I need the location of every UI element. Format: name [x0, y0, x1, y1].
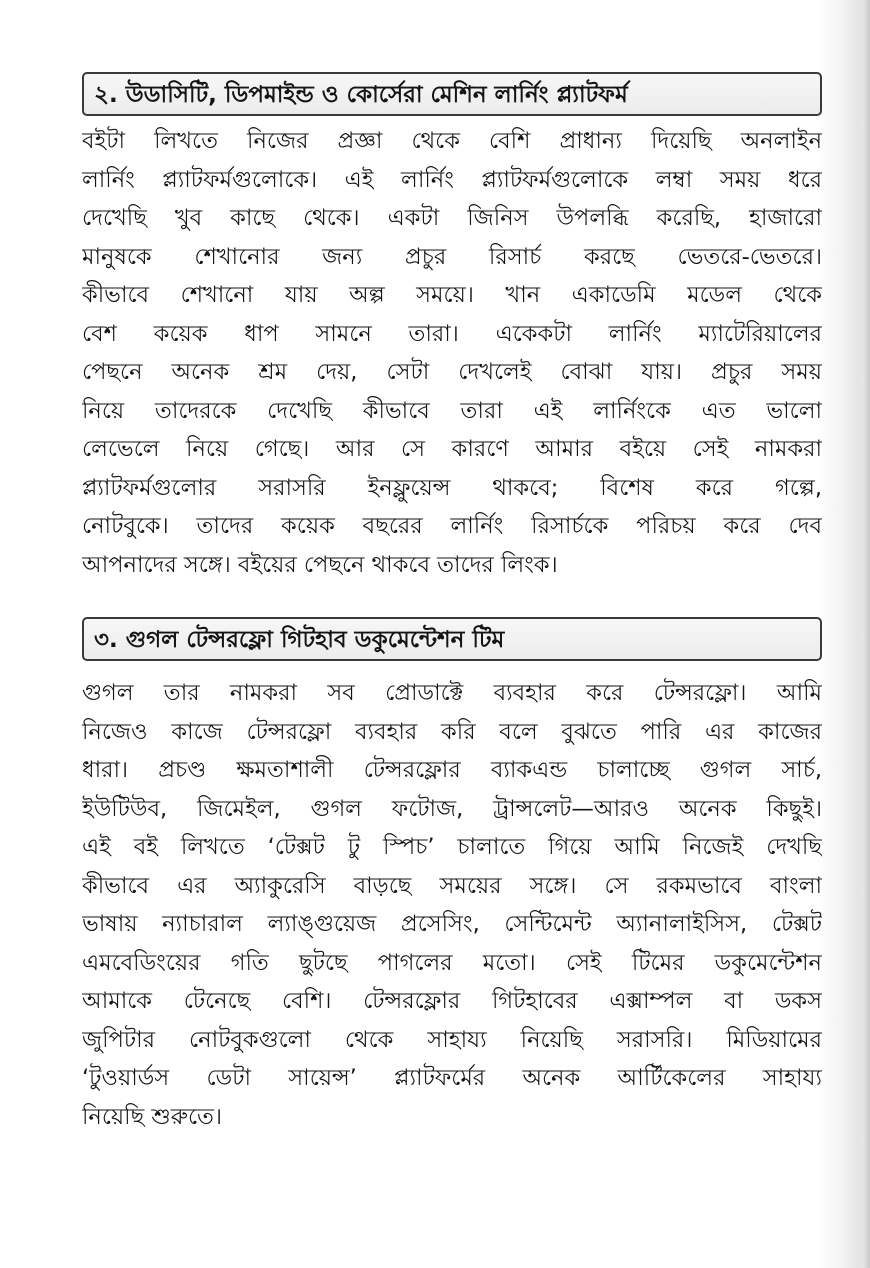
- paragraph-line: লার্নিং প্ল্যাটফর্মগুলোকে। এই লার্নিং প্ল্যাটফর্মগুলোকে লম্বা সময় ধরে: [82, 166, 822, 193]
- paragraph-line: বইটা লিখতে নিজের প্রজ্ঞা থেকে বেশি প্রাধান্য দিয়েছি অনলাইন: [82, 128, 822, 154]
- section-heading-3: [82, 617, 822, 661]
- paragraph-line: নোটবুকে। তাদের কয়েক বছরের লার্নিং রিসার্চকে পরিচয় করে দেব: [82, 513, 822, 539]
- page-binding-shadow: [852, 0, 870, 1268]
- section-heading-3-text: ৩. গুগল টেন্সরফ্লো গিটহাব ডকুমেন্টেশন টিম: [94, 627, 505, 653]
- paragraph-line: গুগল তার নামকরা সব প্রোডাক্টে ব্যবহার করে টেন্সরফ্লো। আমি: [82, 680, 822, 706]
- paragraph-line: নিয়ে তাদেরকে দেখেছি কীভাবে তারা এই লার্নিংকে এত ভালো: [82, 397, 822, 424]
- paragraph-line: জুপিটার নোটবুকগুলো থেকে সাহায্য নিয়েছি সরাসরি। মিডিয়ামের: [82, 1026, 822, 1053]
- paragraph-line: কীভাবে এর অ্যাকুরেসি বাড়ছে সময়ের সঙ্গে। সে রকমভাবে বাংলা: [82, 872, 822, 899]
- paragraph-line: বেশ কয়েক ধাপ সামনে তারা। একেকটা লার্নিং ম্যাটেরিয়ালের: [82, 320, 822, 347]
- section-heading-2: [82, 72, 822, 116]
- paragraph-line: পেছনে অনেক শ্রম দেয়, সেটা দেখলেই বোঝা যায়। প্রচুর সময়: [82, 359, 822, 385]
- paragraph-line: ভাষায় ন্যাচারাল ল্যাঙ্গুয়েজ প্রসেসিং, সেন্টিমেন্ট অ্যানালাইসিস, টেক্সট: [82, 911, 822, 937]
- section-heading-2-text: ২. উডাসিটি, ডিপমাইন্ড ও কোর্সেরা মেশিন লার্নিং প্ল্যাটফর্ম: [94, 82, 628, 108]
- section-3-paragraph: [82, 674, 822, 1136]
- section-2-paragraph: [82, 122, 822, 584]
- paragraph-line: ‘টুওয়ার্ডস ডেটা সায়েন্স’ প্ল্যাটফর্মের অনেক আর্টিকেলের সাহায্য: [82, 1065, 822, 1091]
- paragraph-line: ইউটিউব, জিমেইল, গুগল ফটোজ, ট্রান্সলেট—আরও অনেক কিছুই।: [82, 795, 822, 822]
- paragraph-line: নিজেও কাজে টেন্সরফ্লো ব্যবহার করি বলে বুঝতে পারি এর কাজের: [82, 718, 822, 745]
- paragraph-line: দেখেছি খুব কাছে থেকে। একটা জিনিস উপলব্ধি করেছি, হাজারো: [82, 205, 822, 231]
- paragraph-line: আমাকে টেনেছে বেশি। টেন্সরফ্লোর গিটহাবের এক্সাম্পল বা ডকস: [82, 988, 822, 1014]
- paragraph-line: মানুষকে শেখানোর জন্য প্রচুর রিসার্চ করছে ভেতরে-ভেতরে।: [82, 243, 822, 270]
- paragraph-line: কীভাবে শেখানো যায় অল্প সময়ে। খান একাডেমি মডেল থেকে: [82, 282, 822, 308]
- paragraph-line: আপনাদের সঙ্গে। বইয়ের পেছনে থাকবে তাদের লিংক।: [82, 551, 558, 578]
- paragraph-line: নিয়েছি শুরুতে।: [82, 1103, 222, 1130]
- paragraph-line: এমবেডিংয়ের গতি ছুটছে পাগলের মতো। সেই টিমের ডকুমেন্টেশন: [82, 949, 822, 976]
- paragraph-line: লেভেলে নিয়ে গেছে। আর সে কারণে আমার বইয়ে সেই নামকরা: [82, 436, 822, 462]
- paragraph-line: এই বই লিখতে ‘টেক্সট টু স্পিচ’ চালাতে গিয়ে আমি নিজেই দেখছি: [82, 834, 822, 860]
- paragraph-line: প্ল্যাটফর্মগুলোর সরাসরি ইনফ্লুয়েন্স থাকবে; বিশেষ করে গল্পে,: [82, 474, 822, 501]
- paragraph-line: ধারা। প্রচণ্ড ক্ষমতাশালী টেন্সরফ্লোর ব্যাকএন্ড চালাচ্ছে গুগল সার্চ,: [82, 757, 822, 783]
